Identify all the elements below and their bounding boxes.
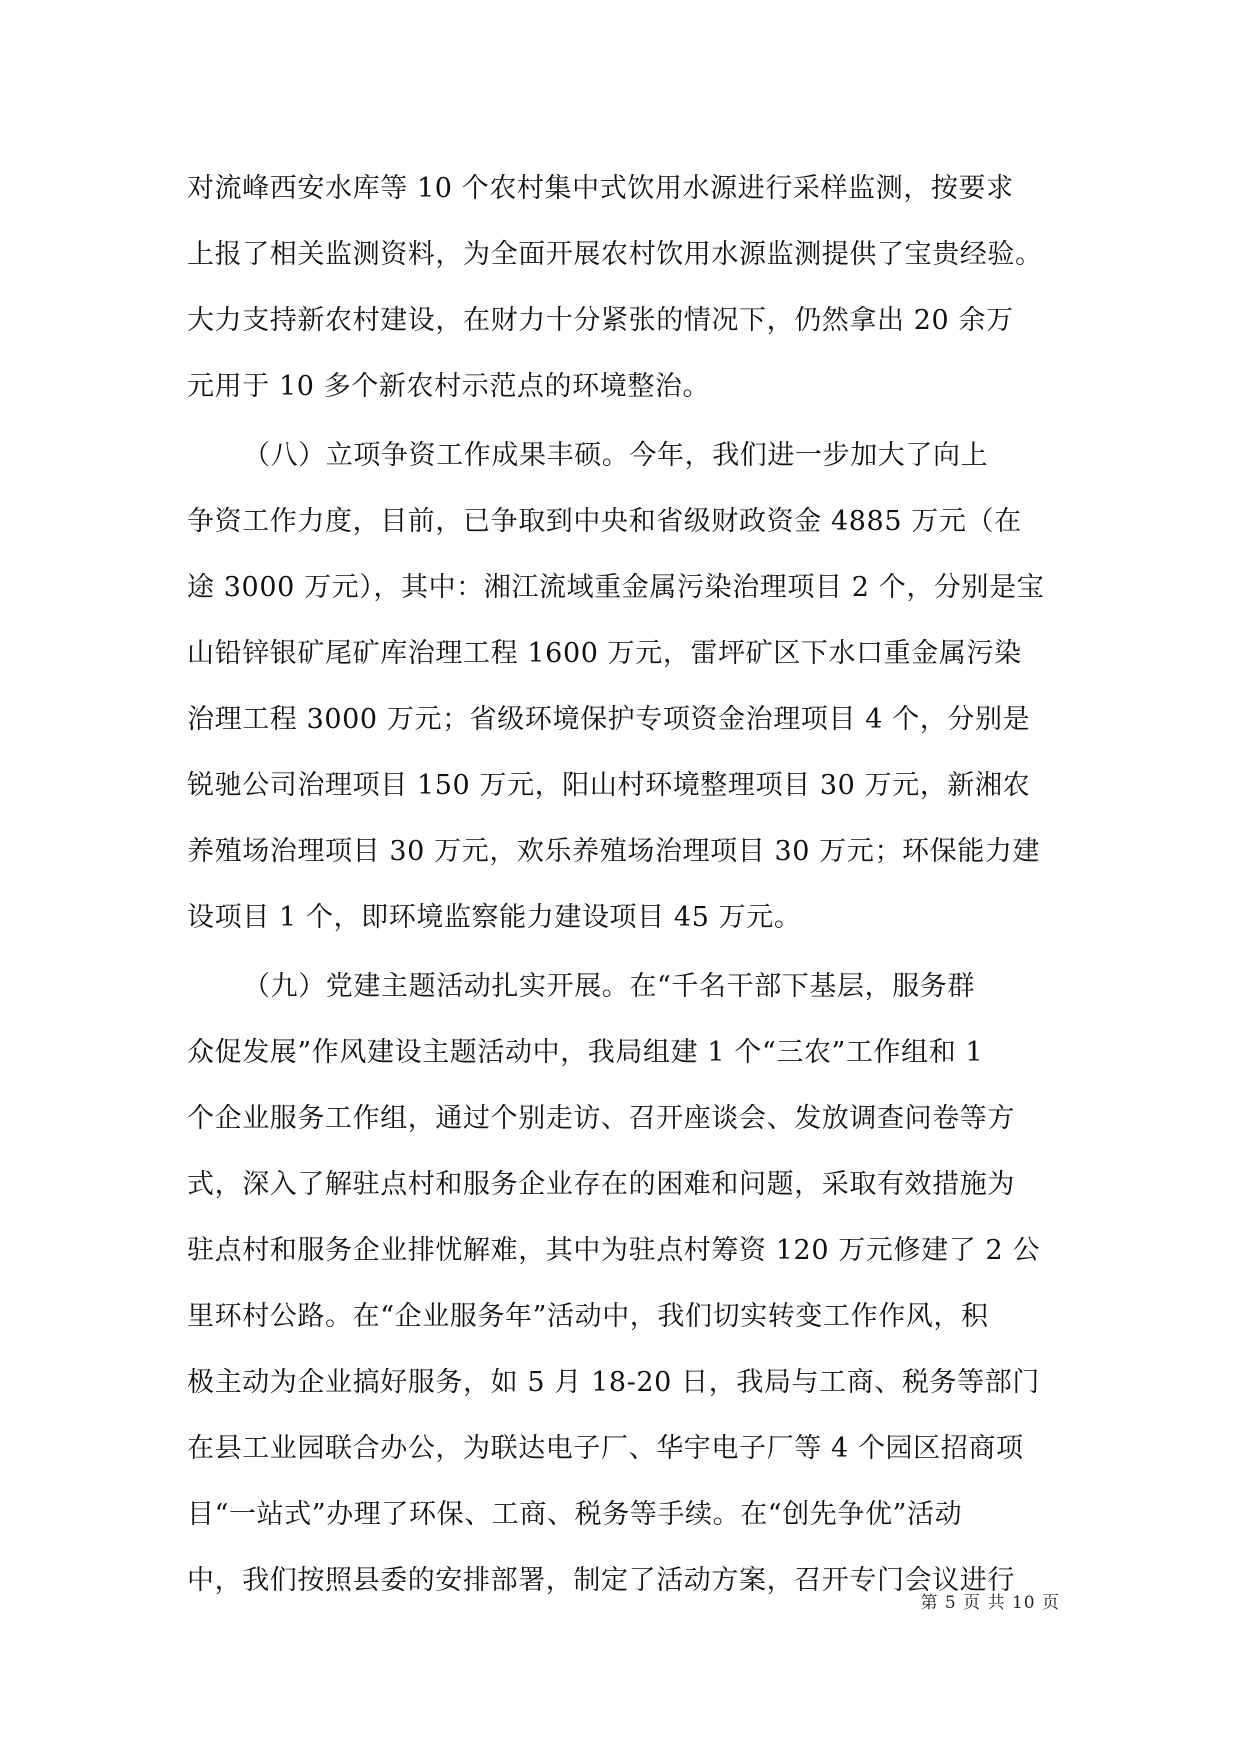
text-line: 元用于 10 多个新农村示范点的环境整治。 — [187, 371, 711, 402]
paragraph-water-monitoring — [187, 156, 1057, 420]
text-line: 目“一站式”办理了环保、工商、税务等手续。在“创先争优”活动 — [187, 1499, 963, 1530]
text-line: 式，深入了解驻点村和服务企业存在的困难和问题，采取有效措施为 — [187, 1169, 1015, 1200]
text-line: 对流峰西安水库等 10 个农村集中式饮用水源进行采样监测，按要求 — [187, 173, 1014, 204]
page-number-footer: 第 5 页 共 10 页 — [920, 1593, 1060, 1613]
text-line: 驻点村和服务企业排忧解难，其中为驻点村筹资 120 万元修建了 2 公 — [187, 1235, 1041, 1266]
text-line: 上报了相关监测资料，为全面开展农村饮用水源监测提供了宝贵经验。 — [187, 239, 1043, 270]
paragraph-party-activities — [187, 954, 1057, 1614]
text-line: 极主动为企业搞好服务，如 5 月 18-20 日，我局与工商、税务等部门 — [187, 1367, 1040, 1398]
text-line: 里环村公路。在“企业服务年”活动中，我们切实转变工作作风，积 — [187, 1301, 989, 1332]
document-body — [187, 156, 1057, 1614]
text-line: 养殖场治理项目 30 万元，欢乐养殖场治理项目 30 万元；环保能力建 — [187, 836, 1041, 867]
text-line: 锐驰公司治理项目 150 万元，阳山村环境整理项目 30 万元，新湘农 — [187, 770, 1031, 801]
paragraph-funding-projects — [187, 423, 1057, 951]
text-line: 个企业服务工作组，通过个别走访、召开座谈会、发放调查问卷等方 — [187, 1103, 1015, 1134]
text-line: 途 3000 万元），其中：湘江流域重金属污染治理项目 2 个，分别是宝 — [187, 572, 1045, 603]
section-heading-line: （九）党建主题活动扎实开展。在“千名干部下基层，服务群 — [243, 971, 976, 1002]
text-line: 争资工作力度，目前，已争取到中央和省级财政资金 4885 万元（在 — [187, 506, 1022, 537]
section-heading-line: （八）立项争资工作成果丰硕。今年，我们进一步加大了向上 — [243, 440, 989, 471]
text-line: 治理工程 3000 万元；省级环境保护专项资金治理项目 4 个，分别是 — [187, 704, 1031, 735]
text-line: 中，我们按照县委的安排部署，制定了活动方案，召开专门会议进行 — [187, 1565, 1015, 1596]
text-line: 大力支持新农村建设，在财力十分紧张的情况下，仍然拿出 20 余万 — [187, 305, 1014, 336]
text-line: 在县工业园联合办公，为联达电子厂、华宇电子厂等 4 个园区招商项 — [187, 1433, 1024, 1464]
text-line: 山铅锌银矿尾矿库治理工程 1600 万元，雷坪矿区下水口重金属污染 — [187, 638, 1022, 669]
text-line: 设项目 1 个，即环境监察能力建设项目 45 万元。 — [187, 902, 802, 933]
text-line: 众促发展”作风建设主题活动中，我局组建 1 个“三农”工作组和 1 — [187, 1037, 984, 1068]
